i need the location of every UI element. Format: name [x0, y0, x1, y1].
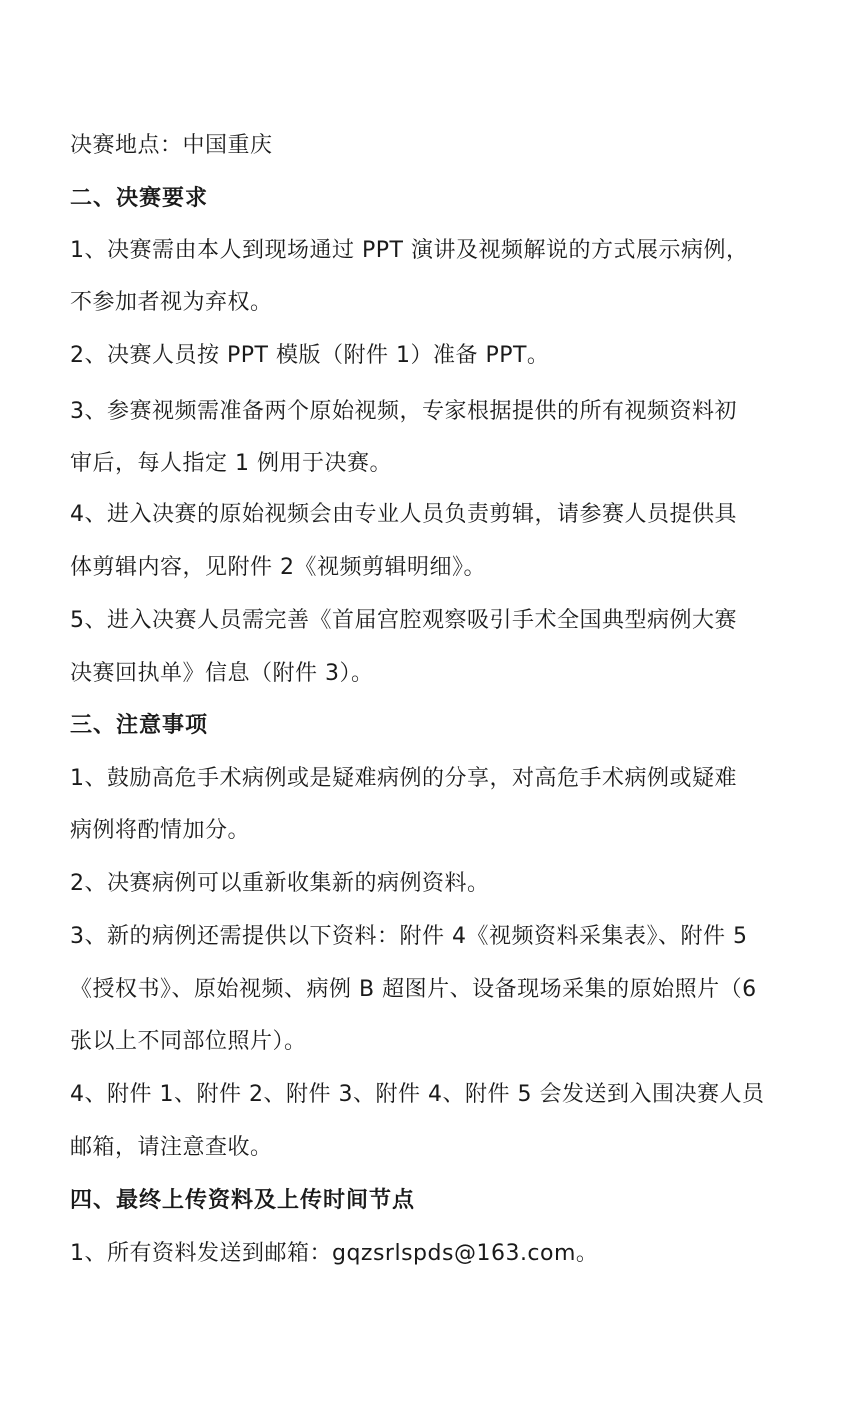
requirement-item-1: 1、决赛需由本人到现场通过 PPT 演讲及视频解说的方式展示病例， [70, 238, 749, 263]
notes-item-3-cont: 《授权书》、原始视频、病例 B 超图片、设备现场采集的原始照片（6 [70, 977, 757, 1002]
requirement-item-3-cont: 审后，每人指定 1 例用于决赛。 [70, 451, 392, 476]
requirement-item-2: 2、决赛人员按 PPT 模版（附件 1）准备 PPT。 [70, 343, 550, 368]
notes-item-3: 3、新的病例还需提供以下资料：附件 4《视频资料采集表》、附件 5 [70, 924, 748, 949]
notes-item-1-cont: 病例将酌情加分。 [70, 818, 251, 843]
requirement-item-1-cont: 不参加者视为弃权。 [70, 290, 273, 315]
section-heading-requirements: 二、决赛要求 [70, 186, 209, 211]
notes-item-2: 2、决赛病例可以重新收集新的病例资料。 [70, 871, 490, 896]
notes-item-4: 4、附件 1、附件 2、附件 3、附件 4、附件 5 会发送到入围决赛人员 [70, 1082, 765, 1107]
requirement-item-3: 3、参赛视频需准备两个原始视频，专家根据提供的所有视频资料初 [70, 399, 737, 424]
upload-item-1-email: 1、所有资料发送到邮箱：gqzsrlspds@163.com。 [70, 1241, 599, 1266]
requirement-item-4: 4、进入决赛的原始视频会由专业人员负责剪辑，请参赛人员提供具 [70, 502, 737, 527]
section-heading-upload: 四、最终上传资料及上传时间节点 [70, 1188, 416, 1213]
requirement-item-4-cont: 体剪辑内容，见附件 2《视频剪辑明细》。 [70, 555, 486, 580]
notes-item-1: 1、鼓励高危手术病例或是疑难病例的分享，对高危手术病例或疑难 [70, 766, 737, 791]
venue-line: 决赛地点：中国重庆 [70, 133, 273, 158]
requirement-item-5-cont: 决赛回执单》信息（附件 3）。 [70, 661, 374, 686]
section-heading-notes: 三、注意事项 [70, 713, 209, 738]
notes-item-4-cont: 邮箱，请注意查收。 [70, 1135, 273, 1160]
requirement-item-5: 5、进入决赛人员需完善《首届宫腔观察吸引手术全国典型病例大赛 [70, 608, 737, 633]
notes-item-3-cont-2: 张以上不同部位照片）。 [70, 1029, 307, 1054]
